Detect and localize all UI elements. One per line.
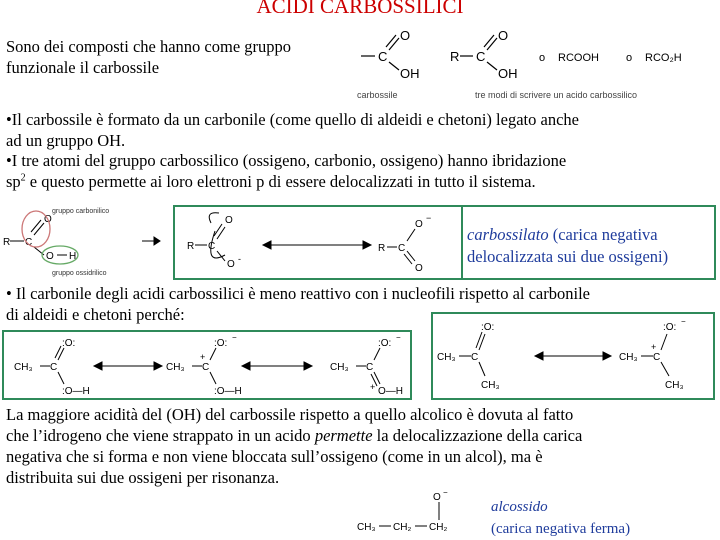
carbon-symbol: C bbox=[378, 49, 388, 64]
ch3-label-k4: CH₃ bbox=[665, 380, 684, 391]
ch3-label-k1: CH₃ bbox=[437, 352, 456, 363]
carboxylate-resonance-svg bbox=[175, 207, 461, 278]
r-symbol-2: R bbox=[378, 243, 386, 254]
bullet-block bbox=[6, 110, 579, 192]
bullet-1-line-1: •Il carbossile è formato da un carbonile (come quello di aldeidi e chetoni) legato anche bbox=[6, 110, 579, 129]
formula-rco2h: RCO₂H bbox=[645, 52, 682, 64]
alkoxide-caption bbox=[491, 496, 630, 540]
o-symbol-bottom-2: O bbox=[415, 263, 423, 274]
hydroxyl-symbol: OH bbox=[400, 66, 420, 81]
carbossilato-word: carbossilato bbox=[467, 225, 549, 244]
carboxylate-line-1 bbox=[467, 224, 668, 246]
caption-carbossile: carbossile bbox=[357, 90, 398, 100]
ch3-alkoxide: CH₃ bbox=[357, 522, 376, 533]
page-title: ACIDI CARBOSSILICI bbox=[256, 0, 464, 18]
oh-label-3: O—H bbox=[378, 386, 403, 397]
o-symbol-bottom: O bbox=[227, 259, 235, 270]
alkoxide-note: (carica negativa ferma) bbox=[491, 521, 631, 537]
separator-o-1: o bbox=[539, 52, 546, 64]
ch3-label-3: CH₃ bbox=[330, 362, 349, 373]
bullet-3-line-1: • Il carbonile degli acidi carbossilici è meno reattivo con i nucleofili rispetto al carbonile bbox=[6, 284, 590, 303]
bullet-3-line-2: di aldeidi e chetoni perché: bbox=[6, 304, 185, 324]
oh-label-2: :O—H bbox=[214, 386, 242, 397]
carboxylate-resonance-box bbox=[173, 205, 463, 280]
carbon-symbol-2: C bbox=[476, 49, 486, 64]
ketone-resonance-box bbox=[431, 312, 715, 400]
labeled-carboxyl-figure bbox=[2, 205, 167, 280]
o-label-3: :O: bbox=[378, 338, 392, 349]
o-label-2: O bbox=[46, 251, 54, 262]
label-gruppo-ossidrilico: gruppo ossidrilico bbox=[52, 270, 107, 277]
formula-rcooh: RCOOH bbox=[558, 52, 599, 64]
o-label: O bbox=[44, 214, 52, 225]
negative-charge: - bbox=[238, 254, 241, 264]
bullet-1-line-2: ad un gruppo OH. bbox=[6, 130, 126, 150]
intro-text bbox=[6, 37, 291, 78]
bullet-2-rest: e questo permette ai loro elettroni p di essere delocalizzati in tutto il sistema. bbox=[25, 171, 536, 191]
acidity-line-2-italic: permette bbox=[314, 426, 373, 445]
r-label: R bbox=[3, 237, 11, 248]
oxygen-symbol-2: O bbox=[498, 28, 509, 43]
carboxylate-caption bbox=[467, 224, 668, 268]
separator-o-2: o bbox=[626, 52, 633, 64]
oxygen-symbol: O bbox=[400, 28, 411, 43]
c-label-k1: C bbox=[471, 352, 479, 363]
acidity-line-3: negativa che si forma e non viene bloccata sull’ossigeno (come in un alcol), ma è bbox=[6, 447, 543, 466]
acidity-line-1: La maggiore acidità del (OH) del carbossile rispetto a quello alcolico è dovuta al fatto bbox=[6, 405, 574, 424]
bullet-2-line-1: •I tre atomi del gruppo carbossilico (ossigeno, carbonio, ossigeno) hanno ibridazione bbox=[6, 151, 567, 170]
o-label-1: :O: bbox=[62, 338, 76, 349]
carbossilato-rest: (carica negativa bbox=[548, 225, 658, 244]
carboxylic-resonance-box bbox=[2, 330, 412, 400]
minus-charge-3: − bbox=[396, 333, 401, 342]
negative-charge-2: − bbox=[426, 213, 432, 223]
o-label-2: :O: bbox=[214, 338, 228, 349]
c-symbol-2: C bbox=[398, 243, 406, 254]
r-group-symbol: R bbox=[450, 49, 460, 64]
c-symbol: C bbox=[208, 241, 216, 252]
acidity-line-2-post: la delocalizzazione della carica bbox=[372, 426, 583, 445]
oh-label-1: :O—H bbox=[62, 386, 90, 397]
o-symbol-top-2: O bbox=[415, 219, 423, 230]
intro-line-1: Sono dei composti che hanno come gruppo bbox=[6, 37, 292, 56]
acidity-line-2-pre: che l’idrogeno che viene strappato in un acido bbox=[6, 426, 315, 445]
acidity-paragraph bbox=[6, 404, 582, 488]
o-label-k2: :O: bbox=[663, 322, 677, 333]
carbonyl-highlight bbox=[22, 211, 50, 247]
c-label-k2: C bbox=[653, 352, 661, 363]
plus-charge-3: + bbox=[370, 382, 376, 392]
minus-charge-2: − bbox=[232, 333, 237, 342]
c-label-2: C bbox=[202, 362, 210, 373]
carboxylate-line-2: delocalizzata sui due ossigeni) bbox=[467, 247, 669, 266]
ch2-alkoxide-2: CH₂ bbox=[429, 522, 448, 533]
c-label-3: C bbox=[366, 362, 374, 373]
sp-text: sp bbox=[6, 171, 21, 191]
minus-charge-k: − bbox=[681, 317, 686, 326]
o-symbol-top: O bbox=[225, 215, 233, 226]
plus-charge-1: + bbox=[200, 352, 206, 362]
alkoxide-structure bbox=[355, 488, 485, 538]
bullet-2-line-2 bbox=[6, 172, 579, 193]
sp-superscript: 2 bbox=[20, 172, 26, 183]
ch3-label-k3: CH₃ bbox=[619, 352, 638, 363]
minus-alkoxide: − bbox=[443, 488, 448, 497]
c-label-1: C bbox=[50, 362, 58, 373]
acidity-line-4: distribuita sui due ossigeni per risonanza. bbox=[6, 468, 280, 487]
r-symbol: R bbox=[187, 241, 195, 252]
carboxyl-structures-figure bbox=[355, 28, 705, 106]
hydroxyl-symbol-2: OH bbox=[498, 66, 518, 81]
ch2-alkoxide-1: CH₂ bbox=[393, 522, 412, 533]
intro-line-2: funzionale il carbossile bbox=[6, 57, 160, 77]
acidity-line-2 bbox=[6, 425, 582, 446]
ketone-resonance-svg bbox=[433, 314, 713, 398]
alkoxide-label: alcossido bbox=[491, 499, 548, 515]
carboxylic-resonance-svg bbox=[4, 332, 410, 398]
h-label: H bbox=[69, 251, 77, 262]
o-label-k1: :O: bbox=[481, 322, 495, 333]
ch3-label-k2: CH₃ bbox=[481, 380, 500, 391]
o-alkoxide: O bbox=[433, 492, 441, 503]
caption-tre-modi: tre modi di scrivere un acido carbossilico bbox=[475, 90, 638, 100]
label-gruppo-carbonilico: gruppo carbonilico bbox=[52, 208, 110, 215]
plus-charge-k: + bbox=[651, 342, 657, 352]
c-label: C bbox=[25, 237, 33, 248]
ch3-label-2: CH₃ bbox=[166, 362, 185, 373]
ch3-label-1: CH₃ bbox=[14, 362, 33, 373]
